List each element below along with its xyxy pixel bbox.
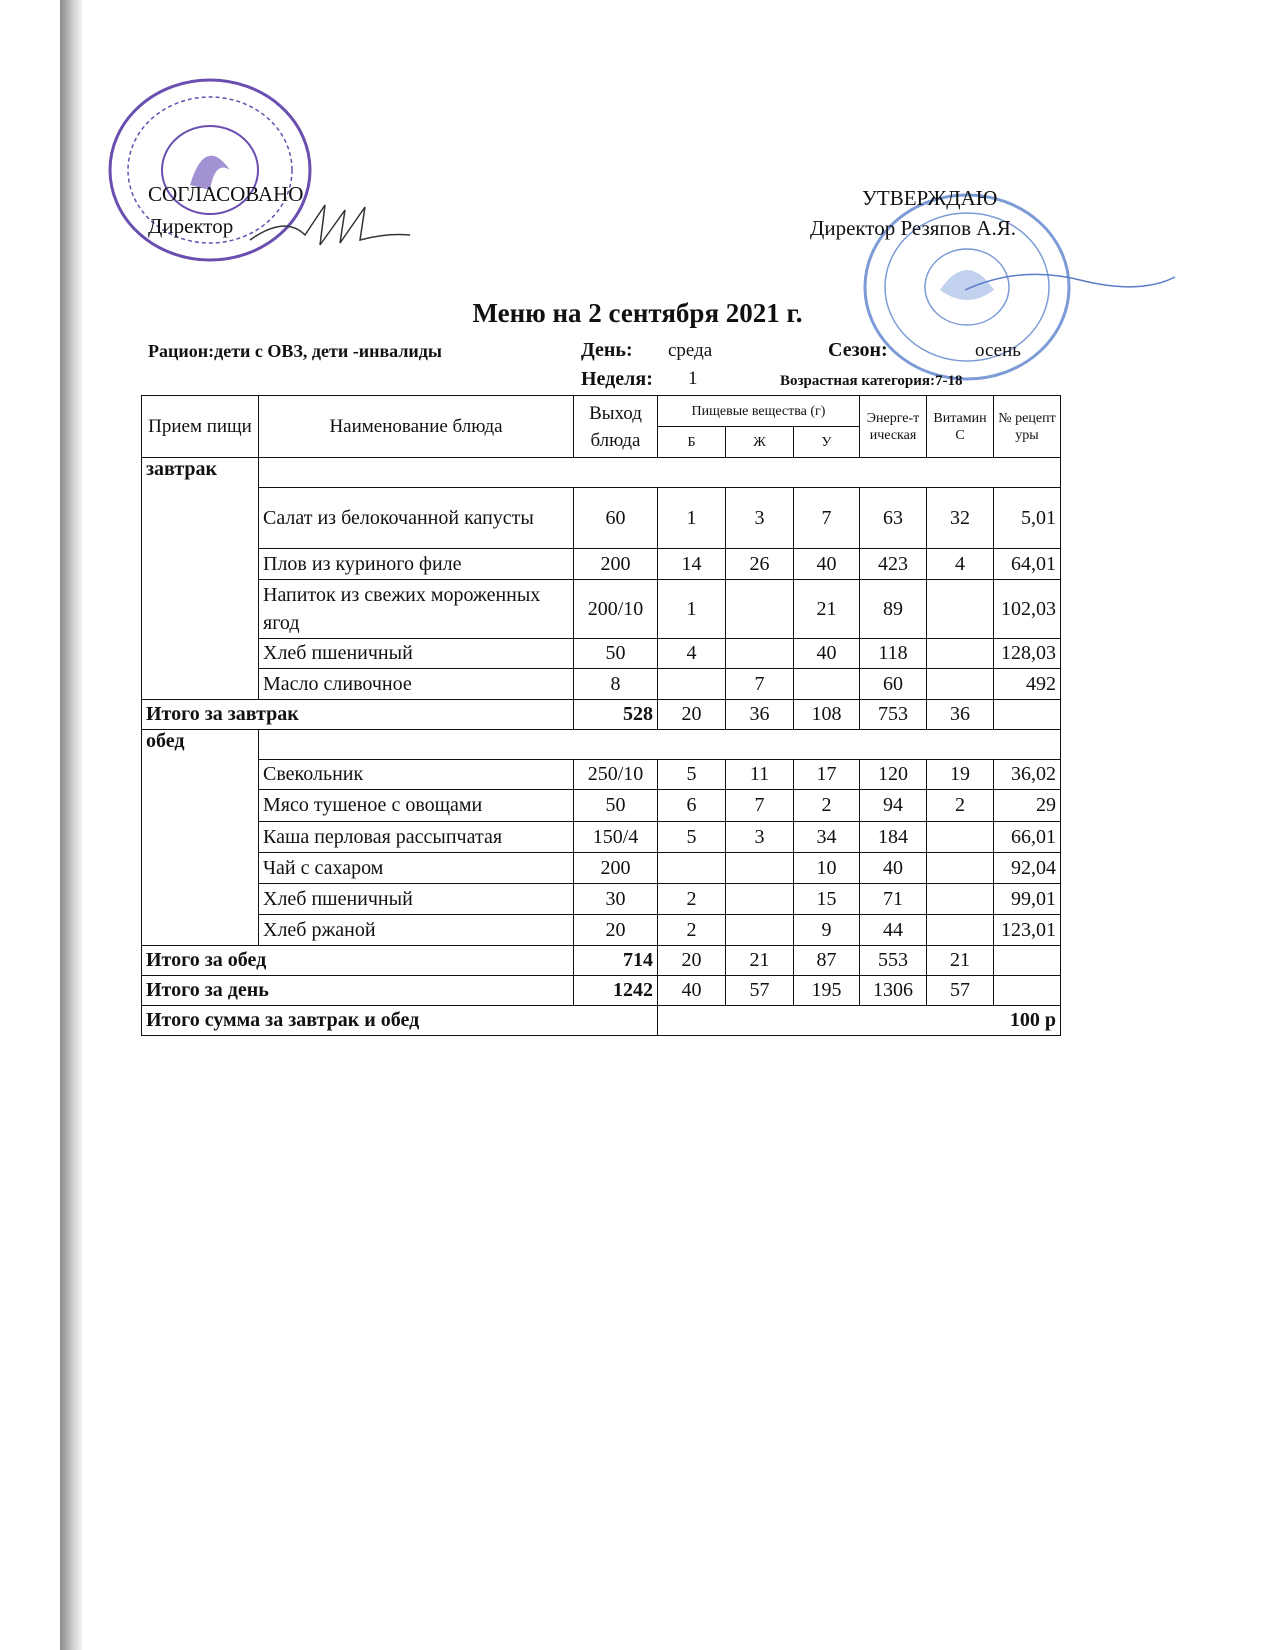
cell-zh: 7	[726, 790, 794, 822]
meal-label: обед	[142, 730, 259, 946]
header-energy: Энерге-тическая	[860, 396, 927, 458]
cell-energy: 71	[860, 884, 927, 915]
cell-u: 15	[794, 884, 860, 915]
cell-vitc	[927, 884, 994, 915]
cell-b: 14	[658, 549, 726, 580]
cell-recipe: 92,04	[994, 853, 1061, 884]
total-vitc: 36	[927, 700, 994, 730]
day-value: среда	[668, 340, 713, 361]
cell-yield: 150/4	[574, 822, 658, 853]
cell-zh: 7	[726, 669, 794, 700]
cell-u: 7	[794, 488, 860, 549]
header-b: Б	[658, 427, 726, 458]
cell-u: 10	[794, 853, 860, 884]
total-zh: 21	[726, 946, 794, 976]
total-yield: 714	[574, 946, 658, 976]
total-vitc: 57	[927, 976, 994, 1006]
cell-recipe: 36,02	[994, 760, 1061, 790]
table-row	[142, 822, 1061, 853]
table-row	[142, 853, 1061, 884]
cell-energy: 40	[860, 853, 927, 884]
cell-yield: 8	[574, 669, 658, 700]
header-name: Наименование блюда	[259, 396, 574, 458]
cell-zh: 11	[726, 760, 794, 790]
cell-energy: 63	[860, 488, 927, 549]
dish-name: Свекольник	[259, 760, 574, 790]
table-row	[142, 669, 1061, 700]
dish-name: Масло сливочное	[259, 669, 574, 700]
dish-name: Хлеб пшеничный	[259, 639, 574, 669]
table-row	[142, 760, 1061, 790]
cell-yield: 200	[574, 549, 658, 580]
cell-energy: 60	[860, 669, 927, 700]
season-label: Сезон:	[828, 339, 888, 361]
season-value: осень	[975, 340, 1021, 361]
week-value: 1	[688, 368, 698, 389]
day-total-row	[142, 976, 1061, 1006]
breakfast-section-row	[142, 458, 1061, 488]
table-row	[142, 549, 1061, 580]
cell-vitc	[927, 915, 994, 946]
cell-u: 17	[794, 760, 860, 790]
cell-recipe: 29	[994, 790, 1061, 822]
cell-energy: 184	[860, 822, 927, 853]
total-yield: 1242	[574, 976, 658, 1006]
dish-name: Хлеб ржаной	[259, 915, 574, 946]
cell-b: 5	[658, 760, 726, 790]
approval-right-title: УТВЕРЖДАЮ	[862, 186, 998, 210]
header-nutrients: Пищевые вещества (г)	[658, 396, 860, 427]
header-u: У	[794, 427, 860, 458]
header-recipe: № рецептуры	[994, 396, 1061, 458]
cell-energy: 89	[860, 580, 927, 639]
sum-row	[142, 1006, 1061, 1036]
cell-vitc: 32	[927, 488, 994, 549]
cell-zh	[726, 853, 794, 884]
total-u: 87	[794, 946, 860, 976]
cell-yield: 20	[574, 915, 658, 946]
cell-b: 5	[658, 822, 726, 853]
cell-b: 2	[658, 915, 726, 946]
lunch-total-row	[142, 946, 1061, 976]
page-title: Меню на 2 сентября 2021 г.	[472, 298, 803, 328]
total-zh: 36	[726, 700, 794, 730]
approval-left-title: СОГЛАСОВАНО	[148, 182, 304, 206]
table-row	[142, 790, 1061, 822]
cell-recipe: 492	[994, 669, 1061, 700]
breakfast-total-row	[142, 700, 1061, 730]
cell-vitc: 19	[927, 760, 994, 790]
cell-vitc	[927, 669, 994, 700]
cell-energy: 423	[860, 549, 927, 580]
table-row	[142, 488, 1061, 549]
cell-energy: 94	[860, 790, 927, 822]
cell-vitc: 4	[927, 549, 994, 580]
cell-b: 1	[658, 488, 726, 549]
cell-b	[658, 853, 726, 884]
total-energy: 753	[860, 700, 927, 730]
total-energy: 1306	[860, 976, 927, 1006]
cell-zh: 3	[726, 488, 794, 549]
cell-zh: 26	[726, 549, 794, 580]
menu-table	[141, 395, 1061, 1036]
cell-energy: 44	[860, 915, 927, 946]
day-label: День:	[581, 339, 633, 361]
lunch-section-row	[142, 730, 1061, 760]
cell-recipe: 64,01	[994, 549, 1061, 580]
empty-cell	[994, 700, 1061, 730]
empty-cell	[259, 458, 1061, 488]
cell-yield: 250/10	[574, 760, 658, 790]
table-row	[142, 580, 1061, 639]
cell-b: 2	[658, 884, 726, 915]
total-label: Итого за обед	[142, 946, 574, 976]
approval-left-role: Директор	[148, 214, 234, 238]
cell-vitc	[927, 580, 994, 639]
total-b: 40	[658, 976, 726, 1006]
cell-b: 4	[658, 639, 726, 669]
dish-name: Салат из белокочанной капусты	[259, 488, 574, 549]
table-row	[142, 639, 1061, 669]
total-label: Итого за завтрак	[142, 700, 574, 730]
empty-cell	[259, 730, 1061, 760]
week-label: Неделя:	[581, 368, 653, 390]
cell-yield: 50	[574, 790, 658, 822]
total-yield: 528	[574, 700, 658, 730]
cell-u: 9	[794, 915, 860, 946]
cell-energy: 118	[860, 639, 927, 669]
cell-yield: 30	[574, 884, 658, 915]
cell-recipe: 99,01	[994, 884, 1061, 915]
cell-zh	[726, 639, 794, 669]
cell-zh: 3	[726, 822, 794, 853]
dish-name: Плов из куриного филе	[259, 549, 574, 580]
cell-b: 1	[658, 580, 726, 639]
cell-recipe: 66,01	[994, 822, 1061, 853]
total-vitc: 21	[927, 946, 994, 976]
total-b: 20	[658, 700, 726, 730]
cell-b	[658, 669, 726, 700]
total-u: 108	[794, 700, 860, 730]
table-row	[142, 915, 1061, 946]
total-energy: 553	[860, 946, 927, 976]
header-zh: Ж	[726, 427, 794, 458]
cell-u: 40	[794, 549, 860, 580]
dish-name: Напиток из свежих мороженных ягод	[259, 580, 574, 639]
empty-cell	[994, 976, 1061, 1006]
cell-vitc	[927, 822, 994, 853]
sum-label: Итого сумма за завтрак и обед	[142, 1006, 658, 1036]
age-category: Возрастная категория:7-18	[780, 373, 963, 389]
dish-name: Мясо тушеное с овощами	[259, 790, 574, 822]
cell-vitc	[927, 853, 994, 884]
ration: Рацион:дети с ОВЗ, дети -инвалиды	[148, 341, 442, 361]
header-yield: Выход блюда	[574, 396, 658, 458]
cell-zh	[726, 915, 794, 946]
total-label: Итого за день	[142, 976, 574, 1006]
cell-zh	[726, 884, 794, 915]
cell-u: 40	[794, 639, 860, 669]
cell-recipe: 123,01	[994, 915, 1061, 946]
cell-u: 21	[794, 580, 860, 639]
scan-edge	[60, 0, 82, 1650]
total-b: 20	[658, 946, 726, 976]
meal-label: завтрак	[142, 458, 259, 700]
sum-value: 100 р	[658, 1006, 1061, 1036]
cell-u: 2	[794, 790, 860, 822]
cell-u: 34	[794, 822, 860, 853]
header-meal: Прием пищи	[142, 396, 259, 458]
cell-vitc: 2	[927, 790, 994, 822]
cell-vitc	[927, 639, 994, 669]
cell-yield: 200/10	[574, 580, 658, 639]
cell-recipe: 102,03	[994, 580, 1061, 639]
cell-b: 6	[658, 790, 726, 822]
cell-recipe: 5,01	[994, 488, 1061, 549]
header-vitc: Витамин С	[927, 396, 994, 458]
empty-cell	[994, 946, 1061, 976]
cell-yield: 200	[574, 853, 658, 884]
dish-name: Чай с сахаром	[259, 853, 574, 884]
cell-yield: 50	[574, 639, 658, 669]
cell-recipe: 128,03	[994, 639, 1061, 669]
total-zh: 57	[726, 976, 794, 1006]
cell-energy: 120	[860, 760, 927, 790]
total-u: 195	[794, 976, 860, 1006]
cell-zh	[726, 580, 794, 639]
approval-right-role: Директор Резяпов А.Я.	[810, 216, 1016, 240]
cell-yield: 60	[574, 488, 658, 549]
cell-u	[794, 669, 860, 700]
table-row	[142, 884, 1061, 915]
dish-name: Хлеб пшеничный	[259, 884, 574, 915]
dish-name: Каша перловая рассыпчатая	[259, 822, 574, 853]
